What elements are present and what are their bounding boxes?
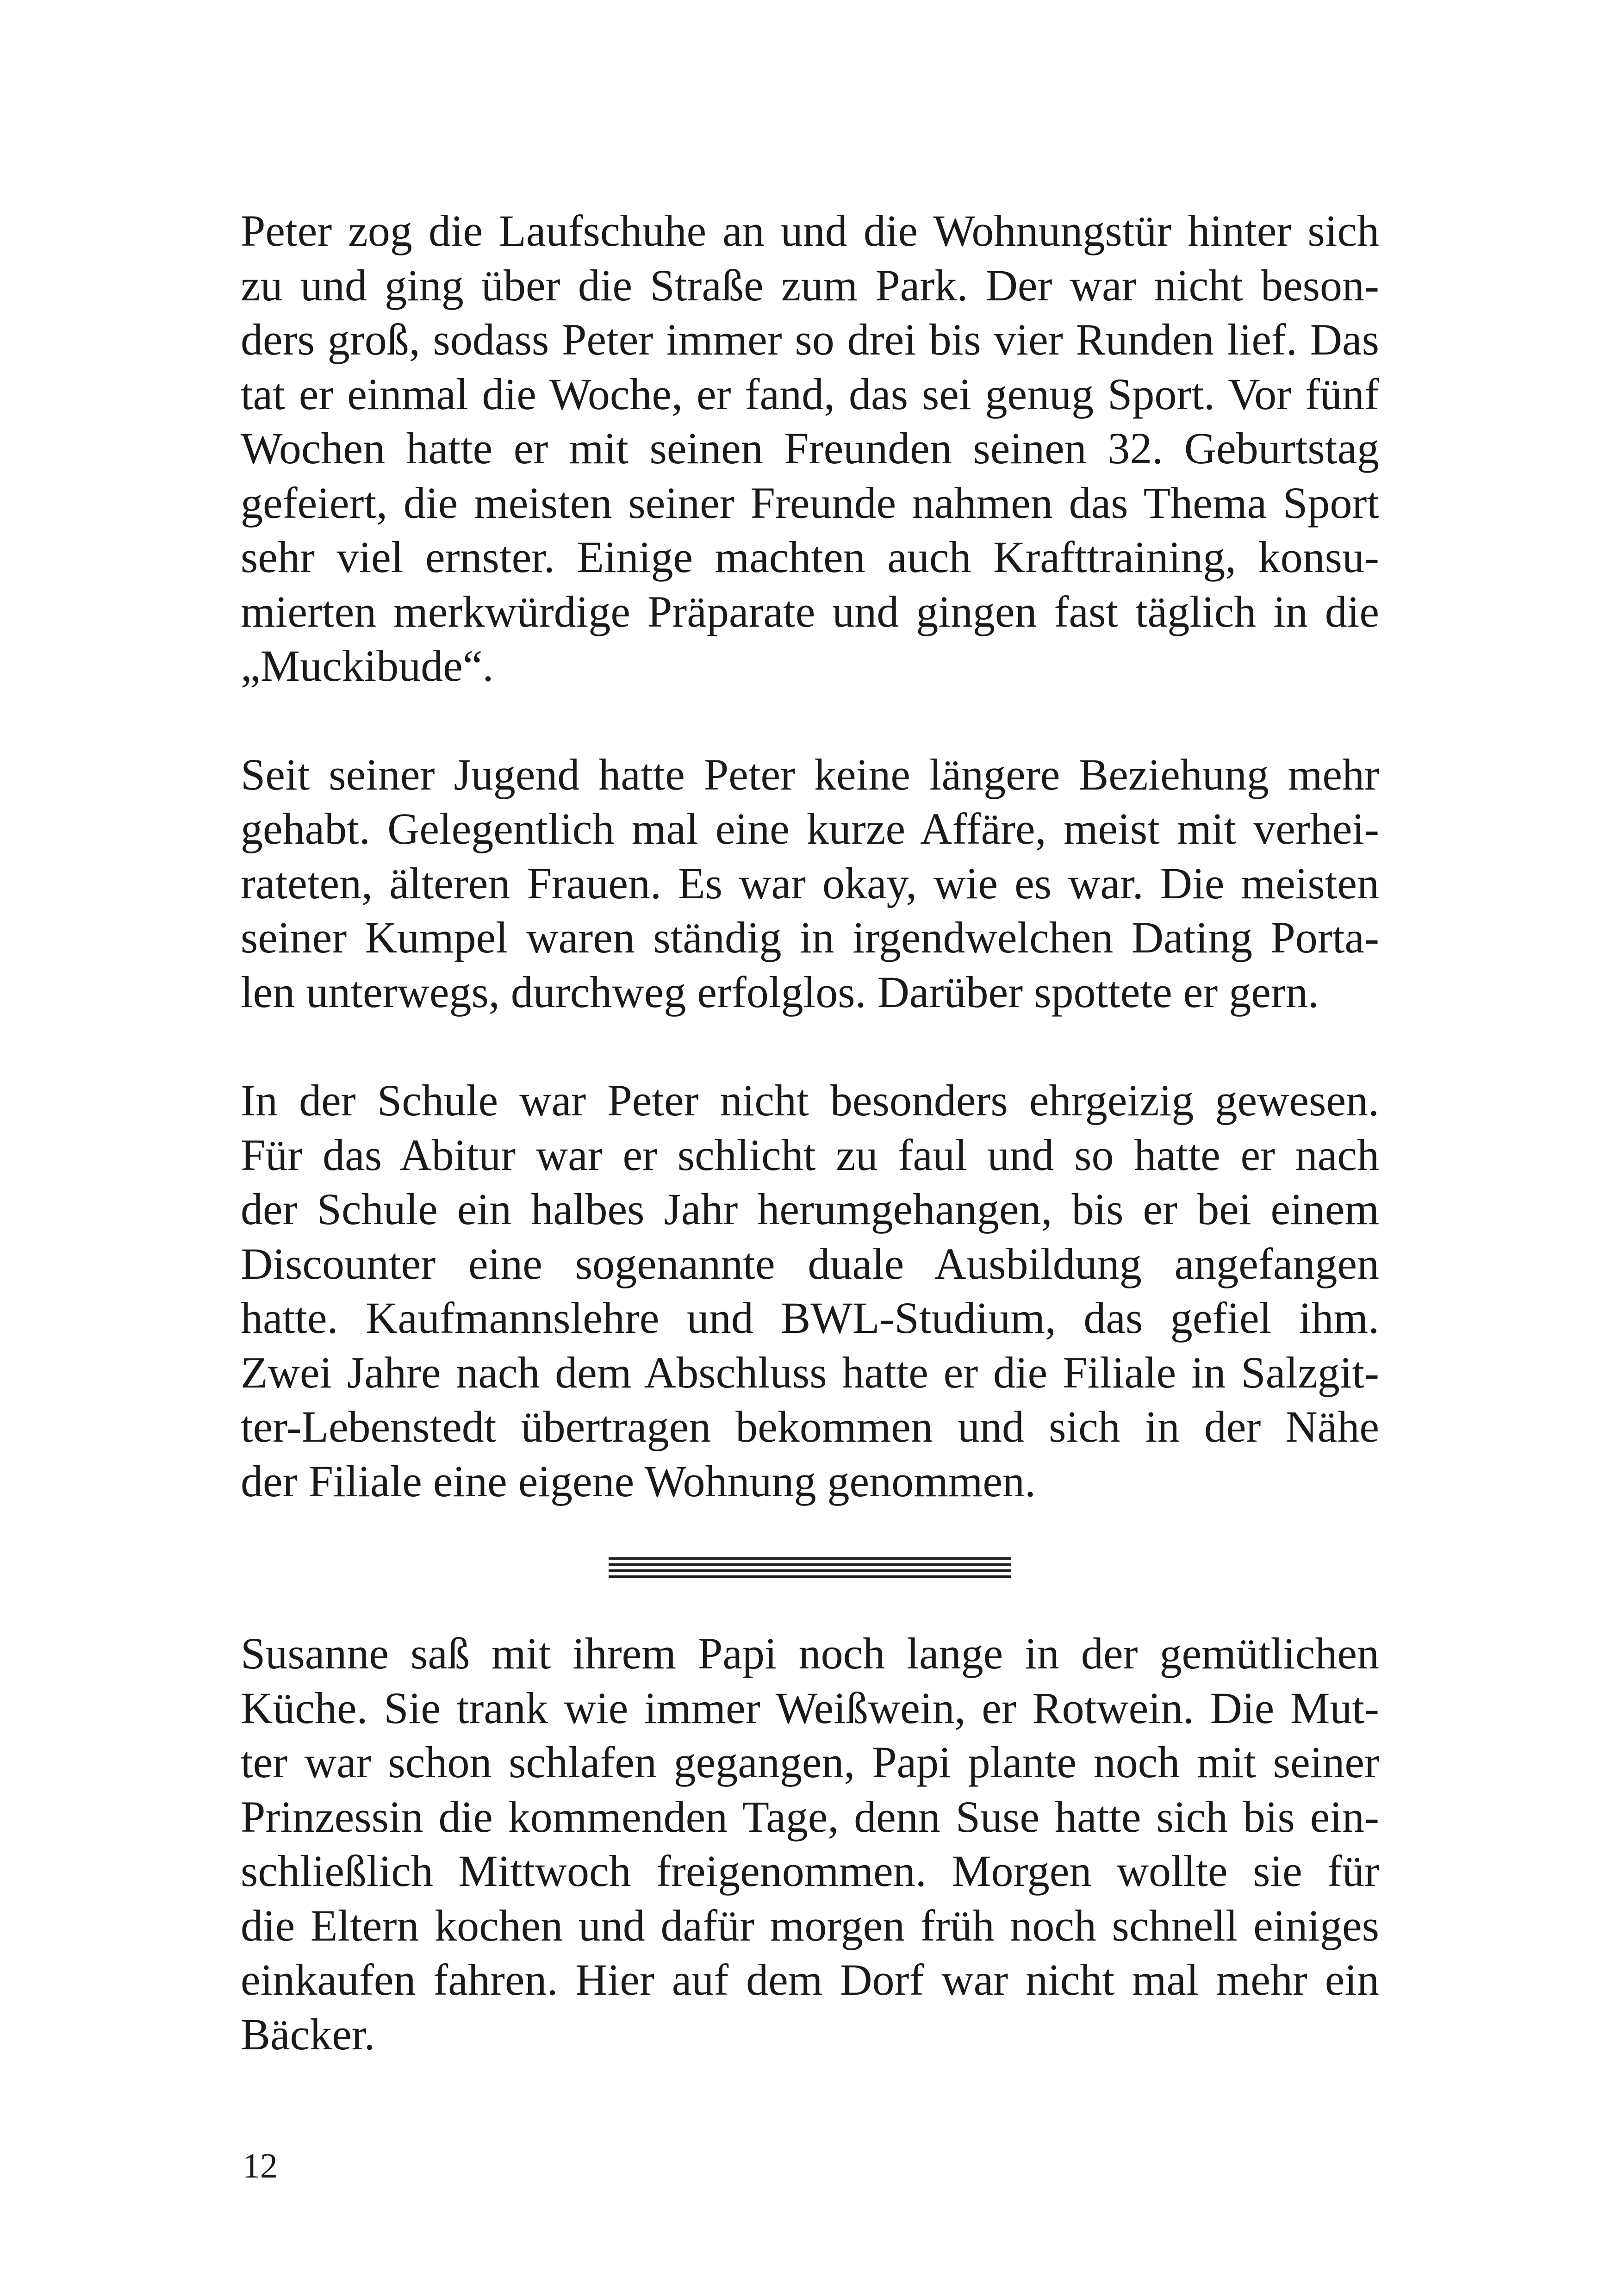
page-number: 12 — [243, 2147, 278, 2185]
text-line: zu und ging über die Straße zum Park. Der war nicht beson- — [241, 260, 1379, 310]
text-line: mierten merkwürdige Präparate und gingen fast täglich in die — [241, 586, 1379, 636]
text-line: Seit seiner Jugend hatte Peter keine längere Beziehung mehr — [241, 749, 1379, 799]
text-line: der Schule ein halbes Jahr herumgehangen, bis er bei einem — [241, 1184, 1379, 1234]
text-line: Prinzessin die kommenden Tage, denn Suse hatte sich bis ein- — [241, 1792, 1379, 1842]
text-line: die Eltern kochen und dafür morgen früh noch schnell einiges — [241, 1900, 1379, 1950]
separator-rule — [609, 1563, 1011, 1566]
separator-rule — [609, 1557, 1011, 1560]
text-line: schließlich Mittwoch freigenommen. Morgen wollte sie für — [241, 1846, 1379, 1896]
text-line: Wochen hatte er mit seinen Freunden seinen 32. Geburtstag — [241, 423, 1379, 473]
text-line: sehr viel ernster. Einige machten auch Krafttraining, konsu- — [241, 532, 1379, 582]
section-separator — [609, 1557, 1011, 1578]
text-line: „Muckibude“. — [241, 641, 494, 691]
page-body — [241, 204, 1379, 2061]
text-line: tat er einmal die Woche, er fand, das sei genug Sport. Vor fünf — [241, 369, 1379, 419]
paragraph-gap — [241, 1019, 1379, 1073]
text-line: ter war schon schlafen gegangen, Papi plante noch mit seiner — [241, 1737, 1379, 1787]
text-line: Zwei Jahre nach dem Abschluss hatte er die Filiale in Salzgit- — [241, 1347, 1379, 1397]
text-line: len unterwegs, durchweg erfolglos. Darüber spottete er gern. — [241, 967, 1319, 1017]
text-line: In der Schule war Peter nicht besonders ehrgeizig gewesen. — [241, 1076, 1379, 1125]
text-line: hatte. Kaufmannslehre und BWL-Studium, das gefiel ihm. — [241, 1293, 1379, 1343]
text-line: gehabt. Gelegentlich mal eine kurze Affäre, meist mit verhei- — [241, 804, 1379, 853]
separator-rule — [609, 1569, 1011, 1572]
paragraph-4 — [241, 1626, 1379, 2061]
text-line: Für das Abitur war er schlicht zu faul und so hatte er nach — [241, 1130, 1379, 1180]
text-line: gefeiert, die meisten seiner Freunde nahmen das Thema Sport — [241, 478, 1379, 528]
paragraph-gap — [241, 693, 1379, 747]
separator-rule — [609, 1575, 1011, 1578]
text-line: Bäcker. — [241, 2009, 375, 2059]
paragraph-3 — [241, 1073, 1379, 1508]
text-line: Küche. Sie trank wie immer Weißwein, er Rotwein. Die Mut- — [241, 1683, 1379, 1733]
paragraph-2 — [241, 747, 1379, 1020]
text-line: seiner Kumpel waren ständig in irgendwelchen Dating Porta- — [241, 913, 1379, 962]
text-line: rateten, älteren Frauen. Es war okay, wie es war. Die meisten — [241, 858, 1379, 908]
text-line: Susanne saß mit ihrem Papi noch lange in der gemütlichen — [241, 1629, 1379, 1678]
text-line: einkaufen fahren. Hier auf dem Dorf war nicht mal mehr ein — [241, 1955, 1379, 2004]
paragraph-1 — [241, 204, 1379, 693]
text-line: Discounter eine sogenannte duale Ausbildung angefangen — [241, 1238, 1379, 1288]
text-line: ter-Lebenstedt übertragen bekommen und sich in der Nähe — [241, 1402, 1379, 1451]
text-line: der Filiale eine eigene Wohnung genommen. — [241, 1456, 1036, 1506]
text-line: ders groß, sodass Peter immer so drei bis vier Runden lief. Das — [241, 315, 1379, 364]
text-line: Peter zog die Laufschuhe an und die Wohnungstür hinter sich — [241, 206, 1379, 255]
